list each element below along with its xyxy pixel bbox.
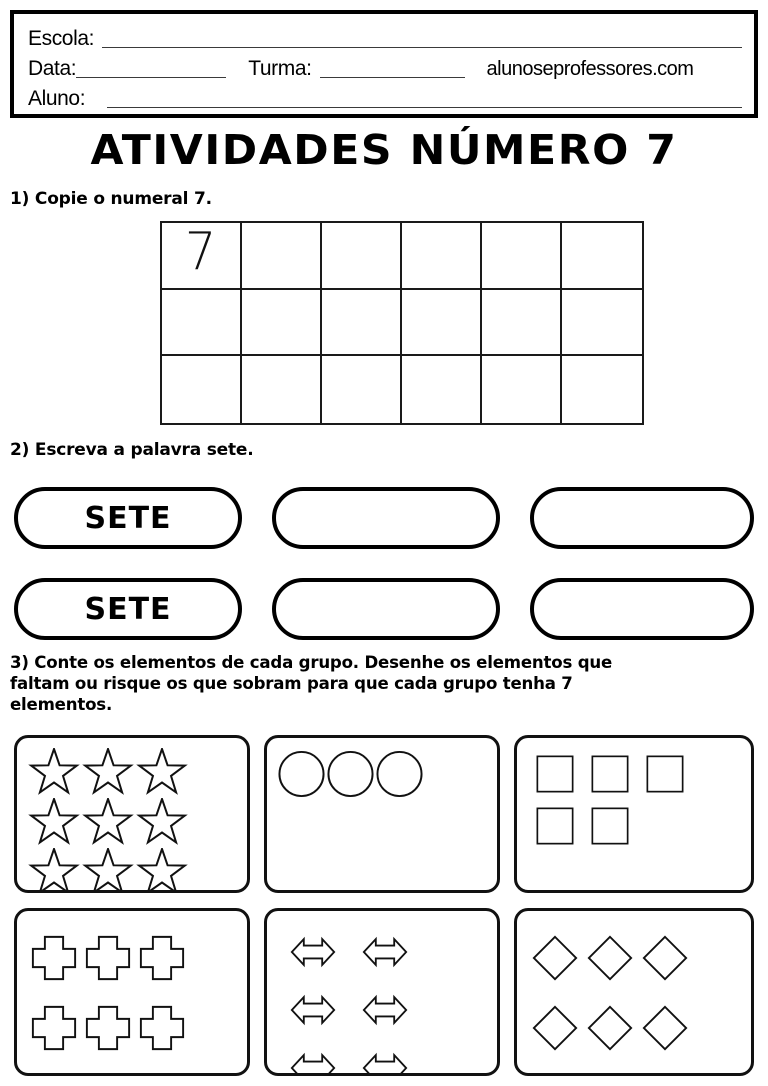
school-field-row <box>28 22 742 52</box>
arrow-icon <box>277 981 349 1039</box>
word-pill-blank[interactable] <box>530 578 754 640</box>
copy-grid-cell[interactable] <box>562 223 642 290</box>
counting-group-square[interactable] <box>514 735 754 893</box>
copy-grid-cell[interactable] <box>482 223 562 290</box>
school-input-line[interactable] <box>102 46 742 48</box>
shape-grid <box>527 923 741 1076</box>
diamond-icon <box>637 993 692 1063</box>
copy-grid-cell[interactable] <box>162 223 242 290</box>
website-credit: alunoseprofessores.com <box>486 58 694 80</box>
copy-grid-cell[interactable] <box>402 223 482 290</box>
copy-grid-cell[interactable] <box>482 290 562 357</box>
student-field-row <box>28 82 742 112</box>
star-icon <box>81 748 135 798</box>
student-label: Aluno: <box>28 87 86 110</box>
star-icon <box>27 848 81 893</box>
word-pill-filled[interactable] <box>14 487 242 549</box>
square-icon <box>527 748 582 800</box>
word-pill-blank[interactable] <box>272 578 500 640</box>
class-label: Turma: <box>248 57 312 80</box>
arrow-icon <box>349 1039 421 1076</box>
counting-group-cross[interactable] <box>14 908 250 1076</box>
copy-grid-cell[interactable] <box>322 223 402 290</box>
section-1-heading: 1) Copie o numeral 7. <box>10 189 212 209</box>
cross-icon <box>27 923 81 993</box>
square-icon <box>527 800 582 852</box>
date-class-row <box>28 52 742 82</box>
copy-grid-cell[interactable] <box>562 356 642 423</box>
word-pill-label: SETE <box>84 500 172 536</box>
star-icon <box>27 748 81 798</box>
shape-grid <box>27 748 237 893</box>
circle-icon <box>277 748 326 800</box>
arrow-icon <box>277 1039 349 1076</box>
shape-grid <box>277 748 487 800</box>
copy-grid-cell[interactable] <box>322 356 402 423</box>
school-label: Escola: <box>28 27 95 50</box>
diamond-icon <box>582 993 637 1063</box>
diamond-icon <box>527 923 582 993</box>
diamond-icon <box>527 993 582 1063</box>
section-3-heading <box>10 652 762 715</box>
star-icon <box>27 798 81 848</box>
copy-grid-cell[interactable] <box>402 356 482 423</box>
counting-group-diamond[interactable] <box>514 908 754 1076</box>
circle-icon <box>375 748 424 800</box>
copy-grid-cell[interactable] <box>242 223 322 290</box>
cross-icon <box>135 923 189 993</box>
star-icon <box>81 848 135 893</box>
shape-grid <box>277 923 487 1076</box>
cross-icon <box>27 993 81 1063</box>
diamond-icon <box>582 923 637 993</box>
shape-grid <box>27 923 237 1076</box>
arrow-icon <box>277 923 349 981</box>
section-3-heading-line-1: 3) Conte os elementos de cada grupo. Desenhe os elementos que <box>10 653 613 672</box>
copy-grid-cell[interactable] <box>562 290 642 357</box>
arrow-icon <box>349 981 421 1039</box>
student-input-line[interactable] <box>107 106 742 108</box>
star-icon <box>135 748 189 798</box>
copy-grid-cell[interactable] <box>242 356 322 423</box>
word-pill-filled[interactable] <box>14 578 242 640</box>
numeral-copy-grid[interactable] <box>160 221 644 425</box>
arrow-icon <box>349 923 421 981</box>
word-pill-label: SETE <box>84 591 172 627</box>
date-input-line[interactable] <box>76 76 226 78</box>
copy-grid-cell[interactable] <box>322 290 402 357</box>
cross-icon <box>27 1063 81 1076</box>
date-label: Data: <box>28 57 77 80</box>
copy-grid-cell[interactable] <box>162 356 242 423</box>
copy-grid-cell[interactable] <box>402 290 482 357</box>
diamond-icon <box>527 1063 582 1076</box>
star-icon <box>81 798 135 848</box>
cross-icon <box>81 1063 135 1076</box>
star-icon <box>135 798 189 848</box>
copy-grid-cell[interactable] <box>162 290 242 357</box>
shape-grid <box>527 748 741 852</box>
copy-grid-cell[interactable] <box>242 290 322 357</box>
cross-icon <box>81 923 135 993</box>
square-icon <box>582 748 637 800</box>
class-input-line[interactable] <box>320 76 465 78</box>
counting-group-circle[interactable] <box>264 735 500 893</box>
square-icon <box>637 748 692 800</box>
page-title: ATIVIDADES NÚMERO 7 <box>90 126 678 174</box>
cross-icon <box>135 993 189 1063</box>
word-pill-blank[interactable] <box>530 487 754 549</box>
counting-group-star[interactable] <box>14 735 250 893</box>
word-pill-blank[interactable] <box>272 487 500 549</box>
model-numeral: 7 <box>185 222 217 283</box>
section-3-heading-line-2: faltam ou risque os que sobram para que cada grupo tenha 7 <box>10 674 573 693</box>
star-icon <box>135 848 189 893</box>
cross-icon <box>81 993 135 1063</box>
square-icon <box>582 800 637 852</box>
student-identification-box <box>10 10 758 118</box>
counting-group-arrow[interactable] <box>264 908 500 1076</box>
copy-grid-cell[interactable] <box>482 356 562 423</box>
circle-icon <box>326 748 375 800</box>
diamond-icon <box>637 923 692 993</box>
section-2-heading: 2) Escreva a palavra sete. <box>10 440 254 460</box>
section-3-heading-line-3: elementos. <box>10 695 113 714</box>
